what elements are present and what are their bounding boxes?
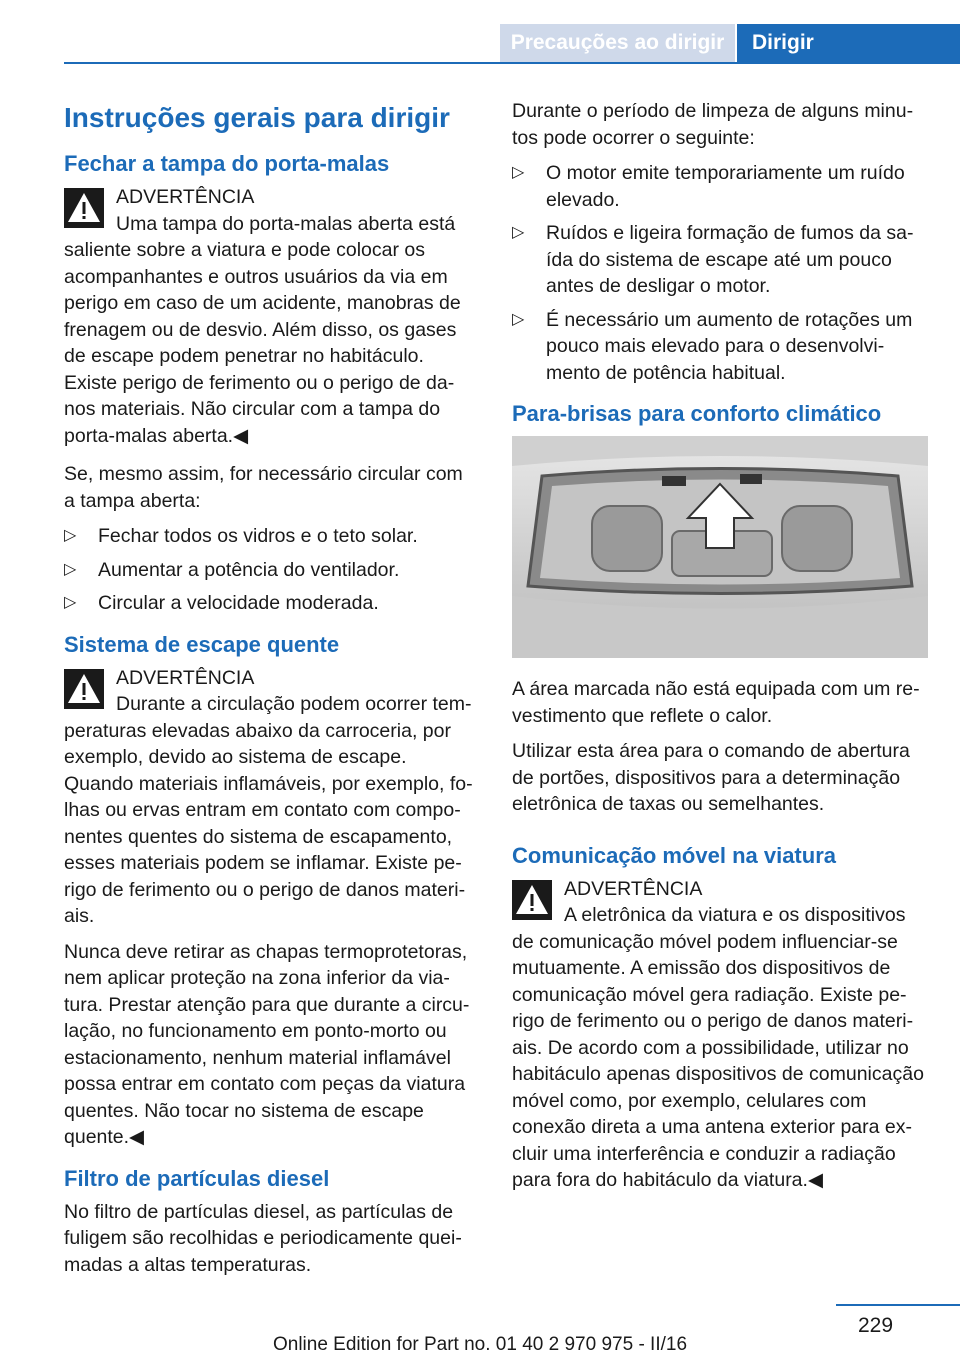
list-item: ▷ É necessário um aumento de rotações um pouco mais elevado para o desenvolvimento de potência habitual. — [512, 307, 926, 387]
list-item: ▷ Ruídos e ligeira formação de fumos da saída do sistema de escape até um pouco antes de desligar o motor. — [512, 220, 926, 300]
warning-icon — [64, 188, 104, 228]
paragraph: Se, mesmo assim, for necessário circular com a tampa aberta: — [64, 463, 463, 512]
list-item: ▷ O motor emite temporariamente um ruído elevado. — [512, 160, 926, 213]
header-section-tab[interactable]: Precauções ao dirigir — [500, 24, 735, 62]
footer-rule — [836, 1304, 960, 1306]
header-rule — [64, 62, 960, 64]
warning-title: ADVERTÊNCIA — [116, 666, 255, 689]
warning-exhaust — [64, 665, 478, 1151]
windshield-photo — [512, 436, 928, 658]
bullet-list — [64, 523, 478, 617]
warning-text-2: Nunca deve retirar as chapas termoprotetoras, nem aplicar proteção na zona inferior da viatura. Prestar atenção para que durante a circulação, no funcionamento em ponto-morto ou estacionamento, nenhum material inflamável possa entrar em contato com peças da viatura quentes. Não tocar no sistema de escape quente.◀ — [64, 940, 470, 1148]
right-column — [512, 98, 926, 1206]
list-item: ▷ Fechar todos os vidros e o teto solar. — [64, 523, 478, 550]
section-heading-dpf: Filtro de partículas diesel — [64, 1165, 330, 1191]
paragraph: Durante o período de limpeza de alguns minutos pode ocorrer o seguinte: — [512, 100, 914, 149]
list-item: ▷ Aumentar a potência do ventilador. — [64, 557, 478, 584]
paragraph: A área marcada não está equipada com um revestimento que reflete o calor. — [512, 678, 920, 727]
paragraph: No filtro de partículas diesel, as partículas de fuligem são recolhidas e periodicamente queimadas a altas temperaturas. — [64, 1200, 462, 1276]
section-heading-exhaust: Sistema de escape quente — [64, 631, 340, 657]
list-item: ▷ Circular a velocidade moderada. — [64, 590, 478, 617]
warning-icon — [64, 669, 104, 709]
warning-title: ADVERTÊNCIA — [116, 186, 255, 208]
paragraph: Utilizar esta área para o comando de abertura de portões, dispositivos para a determinação eletrônica de taxas ou semelhantes. — [512, 740, 910, 815]
warning-text: Durante a circulação podem ocorrer temperaturas elevadas abaixo da carroceria, por exemplo, devido ao sistema de escape. Quando materiais inflamáveis, por exemplo, folhas ou ervas entram em contato com componentes quentes do sistema de escapamento, esses materiais podem se inflamar. Existe perigo de ferimento ou o perigo de danos materiais. — [64, 693, 473, 927]
warning-icon — [512, 880, 552, 920]
page-number: 229 — [858, 1314, 894, 1337]
section-heading-trunk: Fechar a tampa do porta-malas — [64, 151, 390, 176]
warning-trunk — [64, 184, 478, 449]
left-column — [64, 98, 478, 1287]
warning-title: ADVERTÊNCIA — [564, 877, 703, 900]
warning-text: A eletrônica da viatura e os dispositivos de comunicação móvel podem influenciar-se mutuamente. A emissão dos dispositivos de comunicação móvel gera radiação. Existe perigo de ferimento ou o perigo de danos materiais. De acordo com a possibilidade, utilizar no habitáculo apenas dispositivos de comunicação móvel como, por exemplo, celulares com conexão direta a uma antena exterior para excluir uma interferência e conduzir a radiação para fora do habitáculo da viatura.◀ — [512, 904, 924, 1191]
warning-mobile — [512, 876, 926, 1194]
section-heading-windshield: Para-brisas para conforto climático — [512, 401, 882, 426]
page-title: Instruções gerais para dirigir — [64, 102, 450, 133]
header-chapter-tab[interactable]: Dirigir — [737, 24, 960, 62]
bullet-list — [512, 160, 926, 386]
warning-text: Uma tampa do porta-malas aberta está saliente sobre a viatura e pode colocar os acompanhantes e outros usuários da via em perigo em caso de um acidente, manobras de frenagem ou de desvio. Além disso, os gases de escape podem penetrar no habitáculo. Existe perigo de ferimento ou o perigo de danos materiais. Não circular com a tampa do porta-malas aberta.◀ — [64, 212, 461, 447]
section-heading-mobile: Comunicação móvel na viatura — [512, 842, 836, 868]
footer-edition: Online Edition for Part no. 01 40 2 970 975 - II/16 — [272, 1334, 688, 1355]
